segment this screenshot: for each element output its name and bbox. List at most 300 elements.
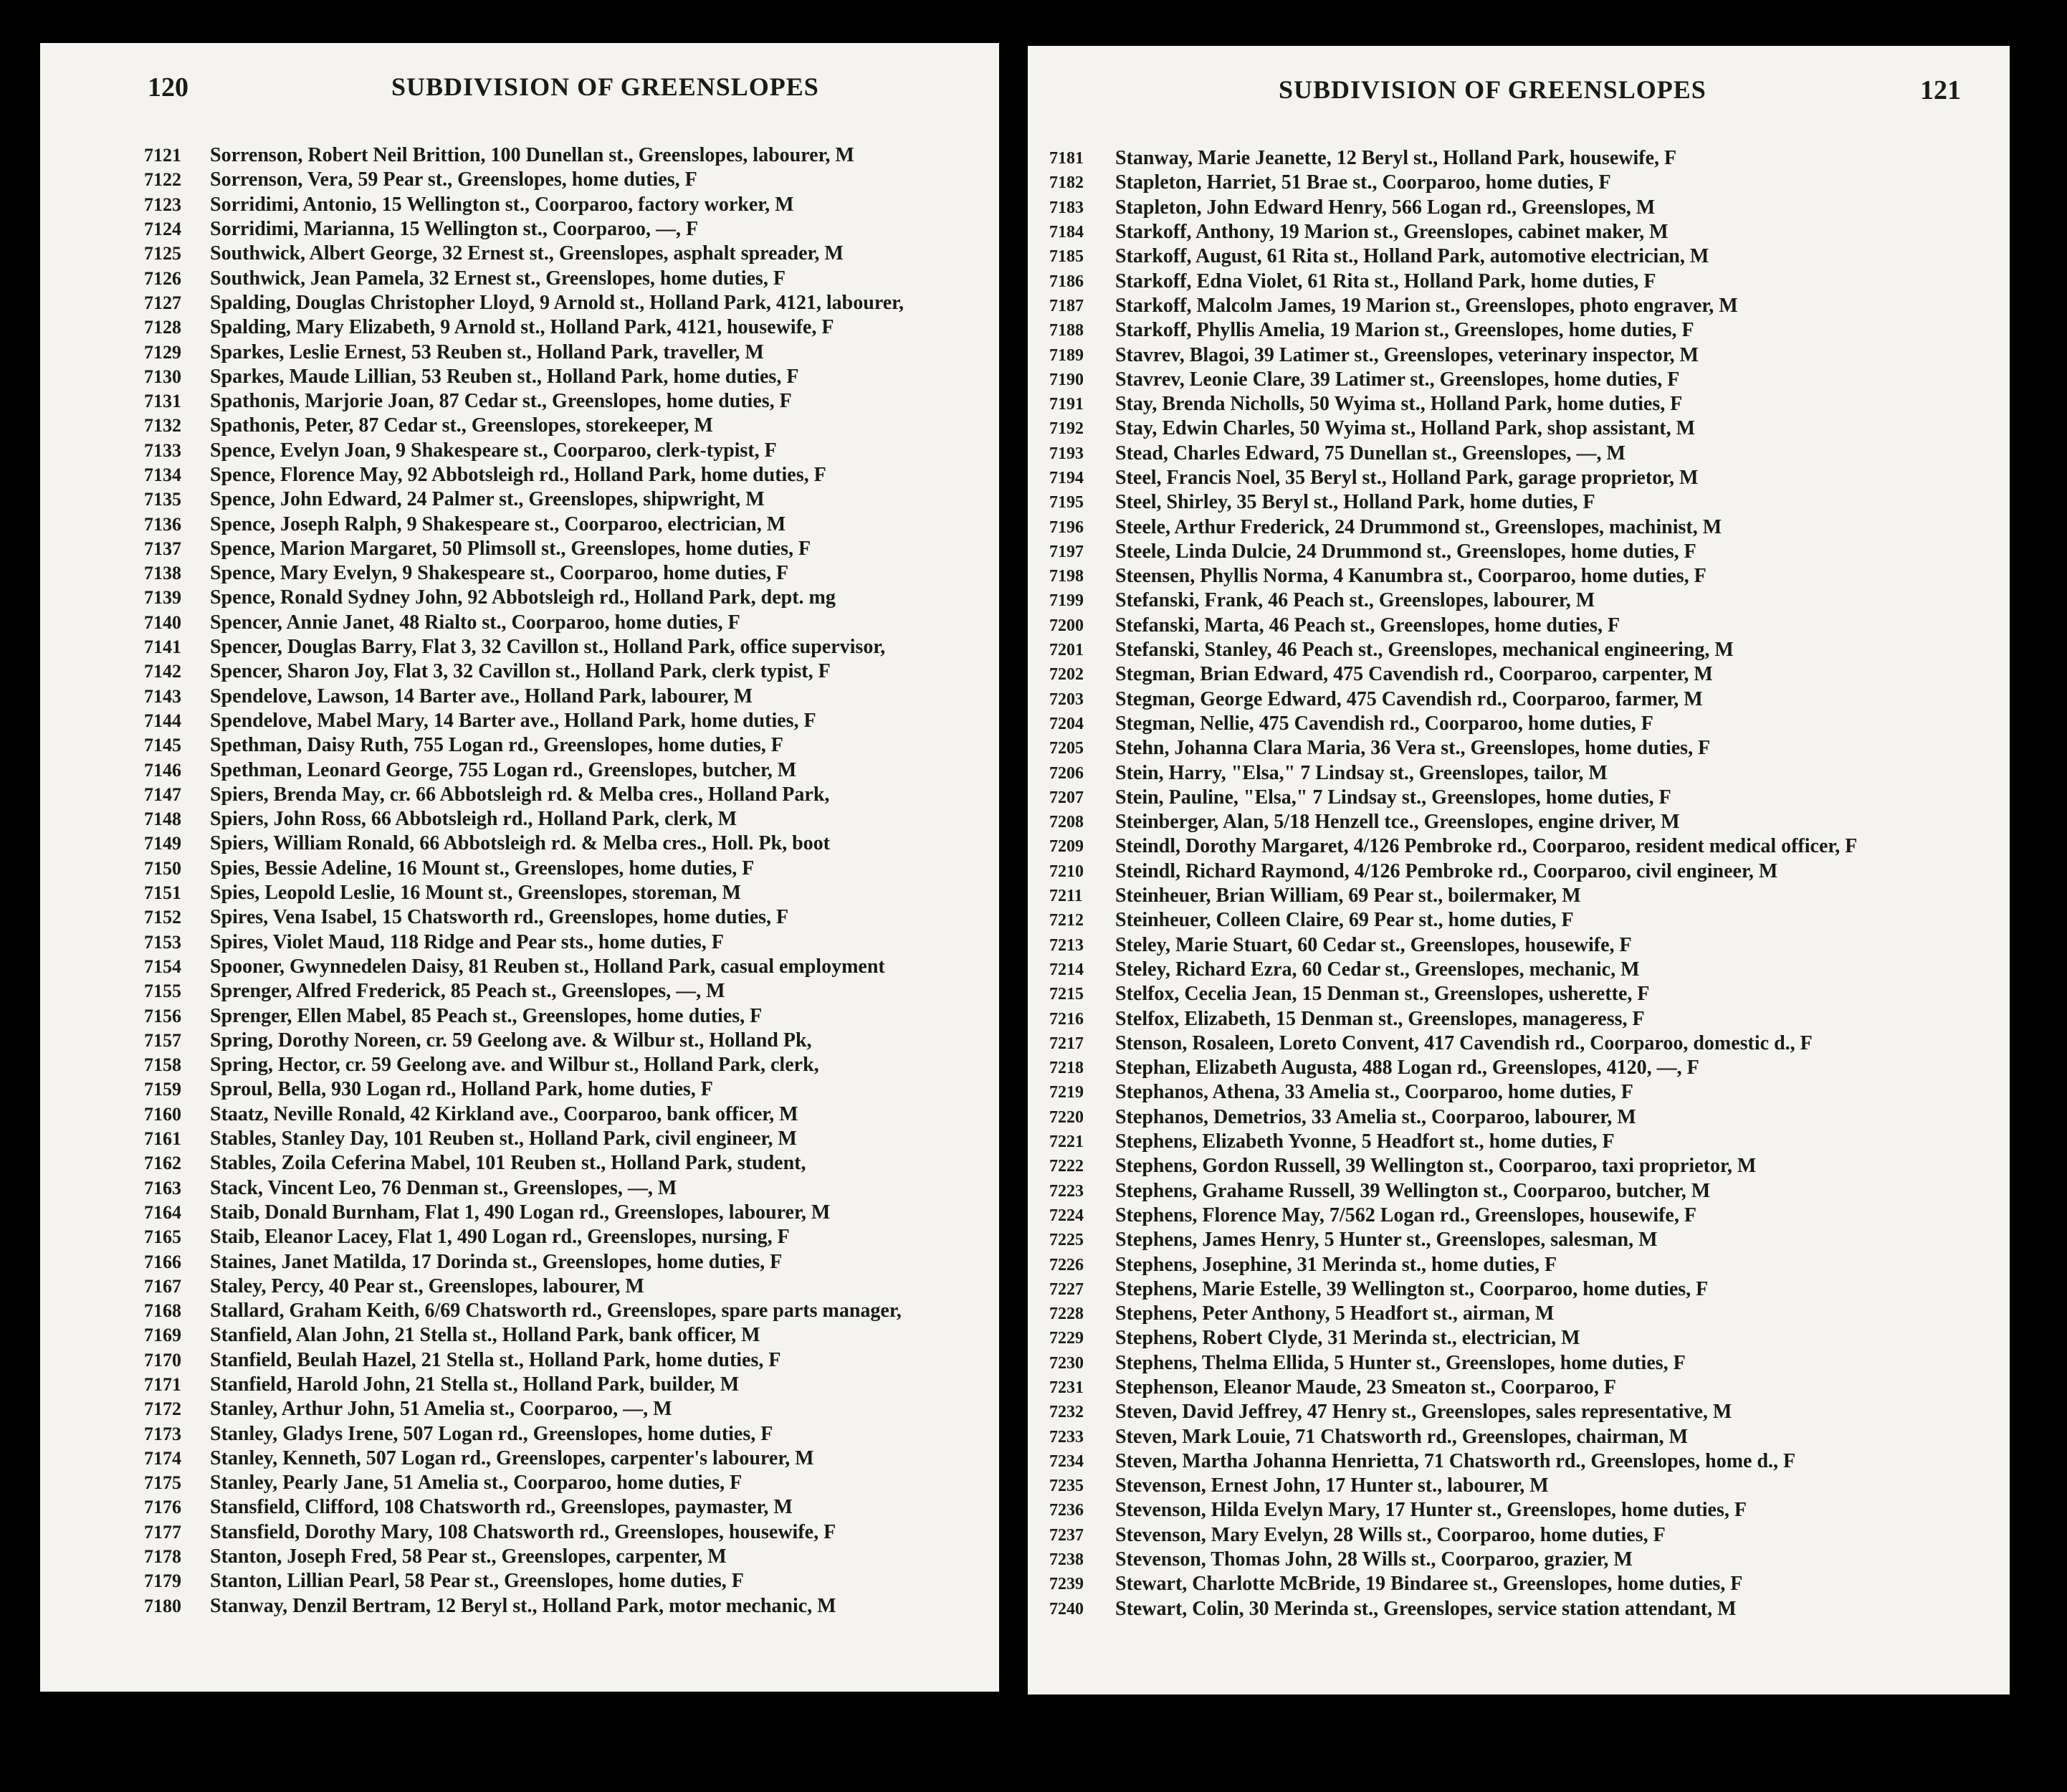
entry-number: 7195 <box>1049 493 1084 513</box>
roll-entry <box>1049 318 1995 343</box>
entry-text: Sorrenson, Vera, 59 Pear st., Greenslopes, home duties, F <box>210 168 697 191</box>
entry-number: 7129 <box>144 341 181 363</box>
entry-text: Staines, Janet Matilda, 17 Dorinda st., Greenslopes, home duties, F <box>210 1250 783 1273</box>
roll-entry <box>1049 1449 1995 1474</box>
roll-entry <box>1049 1376 1995 1400</box>
roll-entry <box>144 1569 999 1593</box>
entry-number: 7235 <box>1049 1477 1084 1496</box>
entry-number: 7132 <box>144 415 181 437</box>
roll-entry <box>144 439 999 463</box>
entry-text: Sparkes, Maude Lillian, 53 Reuben st., Holland Park, home duties, F <box>210 365 799 388</box>
roll-entry <box>1049 442 1995 466</box>
entry-text: Stephens, Gordon Russell, 39 Wellington st., Coorparoo, taxi proprietor, M <box>1115 1155 1757 1178</box>
entry-text: Spendelove, Mabel Mary, 14 Barter ave., Holland Park, home duties, F <box>210 709 816 732</box>
roll-entry <box>144 1545 999 1569</box>
roll-entry <box>1049 1056 1995 1080</box>
roll-entry <box>1049 1523 1995 1548</box>
roll-entry <box>1049 614 1995 638</box>
entry-text: Sparkes, Leslie Ernest, 53 Reuben st., Holland Park, traveller, M <box>210 340 764 363</box>
entry-text: Stefanski, Stanley, 46 Peach st., Greenslopes, mechanical engineering, M <box>1115 639 1734 662</box>
entry-text: Steven, Martha Johanna Henrietta, 71 Chatsworth rd., Greenslopes, home d., F <box>1115 1449 1796 1472</box>
entry-text: Stephanos, Athena, 33 Amelia st., Coorparoo, home duties, F <box>1115 1081 1633 1104</box>
entry-text: Stansfield, Dorothy Mary, 108 Chatsworth rd., Greenslopes, housewife, F <box>210 1520 836 1543</box>
entry-text: Steinheuer, Brian William, 69 Pear st., boilermaker, M <box>1115 885 1581 907</box>
entry-number: 7239 <box>1049 1575 1084 1594</box>
roll-entry <box>144 881 999 905</box>
entry-number: 7178 <box>144 1546 181 1568</box>
roll-entry <box>1049 1326 1995 1350</box>
entry-number: 7177 <box>144 1521 181 1543</box>
entry-number: 7149 <box>144 833 181 854</box>
entry-number: 7206 <box>1049 763 1084 783</box>
entry-number: 7180 <box>144 1595 181 1616</box>
entry-number: 7223 <box>1049 1181 1084 1201</box>
entry-text: Staib, Eleanor Lacey, Flat 1, 490 Logan rd., Greenslopes, nursing, F <box>210 1226 790 1249</box>
roll-entry <box>144 1201 999 1225</box>
entry-text: Sprenger, Alfred Frederick, 85 Peach st., Greenslopes, —, M <box>210 980 725 1003</box>
roll-entry <box>1049 933 1995 958</box>
roll-entry <box>144 1447 999 1471</box>
entry-number: 7221 <box>1049 1133 1084 1152</box>
entry-text: Stephens, Marie Estelle, 39 Wellington st., Coorparoo, home duties, F <box>1115 1277 1709 1300</box>
entry-text: Stanfield, Harold John, 21 Stella st., Holland Park, builder, M <box>210 1373 740 1396</box>
entry-text: Stapleton, Harriet, 51 Brae st., Coorparoo, home duties, F <box>1115 171 1611 194</box>
roll-entry <box>144 1323 999 1348</box>
entry-text: Staatz, Neville Ronald, 42 Kirkland ave., Coorparoo, bank officer, M <box>210 1102 798 1125</box>
roll-entry <box>144 1471 999 1495</box>
entry-number: 7123 <box>144 194 181 215</box>
entry-text: Steindl, Richard Raymond, 4/126 Pembroke rd., Coorparoo, civil engineer, M <box>1115 859 1778 882</box>
roll-entry <box>144 1397 999 1421</box>
entry-text: Stelfox, Cecelia Jean, 15 Denman st., Greenslopes, usherette, F <box>1115 983 1650 1006</box>
entry-text: Staley, Percy, 40 Pear st., Greenslopes, labourer, M <box>210 1274 644 1297</box>
roll-entry <box>144 291 999 315</box>
roll-entry <box>1049 908 1995 933</box>
entry-text: Spethman, Leonard George, 755 Logan rd., Greenslopes, butcher, M <box>210 758 797 781</box>
roll-entry <box>144 831 999 856</box>
page-number: 120 <box>148 72 188 103</box>
entry-number: 7122 <box>144 169 181 191</box>
roll-entry <box>144 1249 999 1274</box>
entry-number: 7183 <box>1049 198 1084 217</box>
entry-number: 7194 <box>1049 469 1084 487</box>
entry-text: Spencer, Annie Janet, 48 Rialto st., Coorparoo, home duties, F <box>210 611 740 634</box>
electoral-roll-list <box>1049 146 1995 1621</box>
roll-entry <box>1049 588 1995 613</box>
roll-entry <box>1049 466 1995 490</box>
roll-entry <box>1049 1351 1995 1376</box>
roll-entry <box>1049 786 1995 810</box>
roll-entry <box>1049 416 1995 441</box>
entry-number: 7240 <box>1049 1599 1084 1619</box>
entry-number: 7156 <box>144 1005 181 1026</box>
entry-number: 7159 <box>144 1079 181 1100</box>
entry-text: Sproul, Bella, 930 Logan rd., Holland Park, home duties, F <box>210 1078 713 1101</box>
entry-number: 7157 <box>144 1029 181 1051</box>
entry-text: Stephenson, Eleanor Maude, 23 Smeaton st., Coorparoo, F <box>1115 1376 1617 1398</box>
roll-entry <box>1049 564 1995 588</box>
entry-text: Stack, Vincent Leo, 76 Denman st., Greenslopes, —, M <box>210 1176 677 1199</box>
entry-number: 7224 <box>1049 1206 1084 1225</box>
entry-number: 7152 <box>144 907 181 928</box>
roll-entry <box>144 340 999 364</box>
entry-text: Stevenson, Hilda Evelyn Mary, 17 Hunter st., Greenslopes, home duties, F <box>1115 1499 1747 1522</box>
roll-entry <box>1049 1548 1995 1572</box>
entry-text: Spiers, John Ross, 66 Abbotsleigh rd., Holland Park, clerk, M <box>210 808 737 831</box>
entry-text: Stallard, Graham Keith, 6/69 Chatsworth rd., Greenslopes, spare parts manager, <box>210 1300 902 1322</box>
entry-number: 7173 <box>144 1423 181 1444</box>
entry-text: Stephanos, Demetrios, 33 Amelia st., Coorparoo, labourer, M <box>1115 1105 1636 1128</box>
entry-text: Steensen, Phyllis Norma, 4 Kanumbra st., Coorparoo, home duties, F <box>1115 565 1706 588</box>
entry-text: Stephens, Grahame Russell, 39 Wellington st., Coorparoo, butcher, M <box>1115 1179 1711 1202</box>
roll-entry <box>144 414 999 438</box>
roll-entry <box>1049 712 1995 736</box>
roll-entry <box>144 1373 999 1397</box>
entry-number: 7124 <box>144 219 181 240</box>
entry-text: Spring, Hector, cr. 59 Geelong ave. and Wilbur st., Holland Park, clerk, <box>210 1054 819 1077</box>
left-page <box>40 43 999 1692</box>
roll-entry <box>144 807 999 831</box>
entry-text: Spence, Florence May, 92 Abbotsleigh rd., Holland Park, home duties, F <box>210 464 826 486</box>
entry-text: Stanley, Arthur John, 51 Amelia st., Coorparoo, —, M <box>210 1398 672 1421</box>
roll-entry <box>1049 244 1995 269</box>
entry-text: Stephens, Josephine, 31 Merinda st., home duties, F <box>1115 1253 1557 1276</box>
entry-number: 7192 <box>1049 419 1084 439</box>
entry-text: Steel, Shirley, 35 Beryl st., Holland Park, home duties, F <box>1115 491 1595 514</box>
roll-entry <box>144 1225 999 1249</box>
roll-entry <box>1049 269 1995 293</box>
entry-number: 7150 <box>144 857 181 879</box>
entry-text: Spathonis, Peter, 87 Cedar st., Greenslopes, storekeeper, M <box>210 414 713 437</box>
entry-text: Steven, Mark Louie, 71 Chatsworth rd., Greenslopes, chairman, M <box>1115 1425 1688 1448</box>
electoral-roll-list <box>144 143 999 1619</box>
entry-number: 7164 <box>144 1201 181 1223</box>
entry-text: Stanley, Gladys Irene, 507 Logan rd., Greenslopes, home duties, F <box>210 1422 773 1445</box>
entry-text: Starkoff, Edna Violet, 61 Rita st., Holland Park, home duties, F <box>1115 270 1656 292</box>
entry-text: Stables, Stanley Day, 101 Reuben st., Holland Park, civil engineer, M <box>210 1128 797 1150</box>
roll-entry <box>1049 1597 1995 1621</box>
entry-number: 7171 <box>144 1373 181 1395</box>
roll-entry <box>144 193 999 217</box>
entry-text: Stevenson, Ernest John, 17 Hunter st., labourer, M <box>1115 1474 1549 1497</box>
entry-text: Stelfox, Elizabeth, 15 Denman st., Greenslopes, manageress, F <box>1115 1007 1645 1030</box>
roll-entry <box>144 242 999 266</box>
entry-number: 7205 <box>1049 739 1084 758</box>
entry-number: 7202 <box>1049 665 1084 685</box>
roll-entry <box>1049 1080 1995 1105</box>
roll-entry <box>1049 490 1995 515</box>
roll-entry <box>144 1299 999 1323</box>
entry-number: 7139 <box>144 587 181 609</box>
entry-number: 7233 <box>1049 1427 1084 1447</box>
running-head: SUBDIVISION OF GREENSLOPES <box>1279 75 1706 104</box>
entry-number: 7197 <box>1049 542 1084 561</box>
roll-entry <box>1049 1252 1995 1277</box>
entry-text: Stead, Charles Edward, 75 Dunellan st., Greenslopes, —, M <box>1115 442 1626 464</box>
entry-number: 7189 <box>1049 345 1084 365</box>
roll-entry <box>1049 368 1995 392</box>
entry-text: Stay, Brenda Nicholls, 50 Wyima st., Holland Park, home duties, F <box>1115 393 1683 416</box>
roll-entry <box>1049 982 1995 1006</box>
entry-number: 7138 <box>144 563 181 584</box>
roll-entry <box>1049 1178 1995 1203</box>
roll-entry <box>144 635 999 659</box>
entry-number: 7227 <box>1049 1279 1084 1299</box>
entry-number: 7133 <box>144 439 181 461</box>
entry-text: Stehn, Johanna Clara Maria, 36 Vera st., Greenslopes, home duties, F <box>1115 737 1711 760</box>
entry-number: 7222 <box>1049 1157 1084 1176</box>
roll-entry <box>144 1348 999 1373</box>
roll-entry <box>144 1274 999 1299</box>
roll-entry <box>1049 1154 1995 1178</box>
entry-number: 7232 <box>1049 1403 1084 1422</box>
roll-entry <box>144 905 999 930</box>
entry-text: Spiers, William Ronald, 66 Abbotsleigh rd. & Melba cres., Holl. Pk, boot <box>210 832 830 855</box>
entry-number: 7162 <box>144 1153 181 1174</box>
entry-number: 7184 <box>1049 223 1084 242</box>
roll-entry <box>1049 662 1995 687</box>
roll-entry <box>1049 515 1995 539</box>
entry-number: 7168 <box>144 1300 181 1322</box>
entry-text: Stephan, Elizabeth Augusta, 488 Logan rd., Greenslopes, 4120, —, F <box>1115 1057 1699 1080</box>
roll-entry <box>1049 146 1995 171</box>
entry-number: 7188 <box>1049 321 1084 340</box>
entry-text: Stein, Harry, "Elsa," 7 Lindsay st., Greenslopes, tailor, M <box>1115 761 1608 784</box>
entry-text: Stevenson, Mary Evelyn, 28 Wills st., Coorparoo, home duties, F <box>1115 1523 1666 1546</box>
entry-number: 7145 <box>144 735 181 756</box>
entry-number: 7154 <box>144 955 181 977</box>
entry-number: 7181 <box>1049 149 1084 168</box>
entry-number: 7158 <box>144 1054 181 1076</box>
roll-entry <box>144 659 999 684</box>
entry-text: Stanley, Pearly Jane, 51 Amelia st., Coorparoo, home duties, F <box>210 1472 743 1495</box>
roll-entry <box>1049 834 1995 859</box>
entry-text: Stein, Pauline, "Elsa," 7 Lindsay st., Greenslopes, home duties, F <box>1115 786 1671 809</box>
entry-text: Spooner, Gwynnedelen Daisy, 81 Reuben st., Holland Park, casual employment <box>210 955 885 978</box>
roll-entry <box>1049 958 1995 982</box>
roll-entry <box>1049 1302 1995 1326</box>
entry-text: Stavrev, Blagoi, 39 Latimer st., Greenslopes, veterinary inspector, M <box>1115 343 1699 366</box>
entry-text: Stevenson, Thomas John, 28 Wills st., Coorparoo, grazier, M <box>1115 1548 1633 1571</box>
entry-text: Spires, Violet Maud, 118 Ridge and Pear sts., home duties, F <box>210 930 724 953</box>
roll-entry <box>144 266 999 290</box>
roll-entry <box>1049 540 1995 564</box>
entry-text: Sprenger, Ellen Mabel, 85 Peach st., Greenslopes, home duties, F <box>210 1004 763 1027</box>
entry-text: Southwick, Jean Pamela, 32 Ernest st., Greenslopes, home duties, F <box>210 267 786 290</box>
entry-number: 7210 <box>1049 862 1084 881</box>
entry-number: 7230 <box>1049 1353 1084 1373</box>
entry-text: Starkoff, Malcolm James, 19 Marion st., Greenslopes, photo engraver, M <box>1115 294 1738 317</box>
entry-number: 7169 <box>144 1325 181 1346</box>
entry-number: 7196 <box>1049 518 1084 537</box>
entry-number: 7160 <box>144 1103 181 1125</box>
entry-text: Stanfield, Alan John, 21 Stella st., Holland Park, bank officer, M <box>210 1324 760 1347</box>
entry-number: 7229 <box>1049 1329 1084 1348</box>
entry-text: Steley, Richard Ezra, 60 Cedar st., Greenslopes, mechanic, M <box>1115 958 1640 981</box>
roll-entry <box>1049 638 1995 662</box>
entry-number: 7151 <box>144 882 181 904</box>
entry-number: 7211 <box>1049 887 1083 906</box>
roll-entry <box>144 857 999 881</box>
entry-text: Stavrev, Leonie Clare, 39 Latimer st., Greenslopes, home duties, F <box>1115 368 1680 391</box>
roll-entry <box>144 389 999 414</box>
roll-entry <box>144 586 999 610</box>
entry-text: Stables, Zoila Ceferina Mabel, 101 Reuben st., Holland Park, student, <box>210 1152 806 1175</box>
entry-number: 7167 <box>144 1275 181 1297</box>
entry-number: 7161 <box>144 1128 181 1150</box>
entry-text: Starkoff, August, 61 Rita st., Holland Park, automotive electrician, M <box>1115 245 1709 268</box>
entry-number: 7207 <box>1049 788 1084 807</box>
roll-entry <box>1049 343 1995 367</box>
entry-number: 7163 <box>144 1177 181 1198</box>
roll-entry <box>144 315 999 340</box>
entry-text: Stansfield, Clifford, 108 Chatsworth rd., Greenslopes, paymaster, M <box>210 1496 793 1519</box>
roll-entry <box>144 217 999 242</box>
entry-number: 7234 <box>1049 1452 1084 1471</box>
entry-number: 7182 <box>1049 173 1084 193</box>
entry-number: 7226 <box>1049 1255 1084 1274</box>
roll-entry <box>144 143 999 168</box>
entry-text: Spence, Evelyn Joan, 9 Shakespeare st., Coorparoo, clerk-typist, F <box>210 439 777 462</box>
roll-entry <box>144 1077 999 1102</box>
entry-number: 7179 <box>144 1571 181 1592</box>
entry-text: Stefanski, Frank, 46 Peach st., Greenslopes, labourer, M <box>1115 589 1595 612</box>
roll-entry <box>1049 1474 1995 1498</box>
entry-number: 7190 <box>1049 370 1084 389</box>
roll-entry <box>1049 392 1995 416</box>
entry-text: Spethman, Daisy Ruth, 755 Logan rd., Greenslopes, home duties, F <box>210 734 783 757</box>
entry-text: Spencer, Sharon Joy, Flat 3, 32 Cavillon st., Holland Park, clerk typist, F <box>210 660 831 683</box>
entry-text: Sorridimi, Marianna, 15 Wellington st., Coorparoo, —, F <box>210 218 699 241</box>
roll-entry <box>144 1151 999 1176</box>
entry-text: Spence, John Edward, 24 Palmer st., Greenslopes, shipwright, M <box>210 488 765 511</box>
entry-number: 7146 <box>144 759 181 781</box>
roll-entry <box>1049 1498 1995 1522</box>
entry-number: 7238 <box>1049 1550 1084 1570</box>
roll-entry <box>144 1004 999 1028</box>
entry-number: 7121 <box>144 145 181 166</box>
entry-text: Stegman, Nellie, 475 Cavendish rd., Coorparoo, home duties, F <box>1115 712 1653 735</box>
entry-number: 7200 <box>1049 616 1084 635</box>
entry-number: 7212 <box>1049 911 1084 930</box>
entry-number: 7128 <box>144 317 181 338</box>
entry-number: 7201 <box>1049 641 1084 660</box>
entry-number: 7143 <box>144 685 181 707</box>
roll-entry <box>1049 171 1995 195</box>
entry-text: Stanway, Marie Jeanette, 12 Beryl st., Holland Park, housewife, F <box>1115 147 1677 170</box>
roll-entry <box>144 487 999 512</box>
entry-number: 7203 <box>1049 690 1084 709</box>
roll-entry <box>1049 1204 1995 1228</box>
entry-text: Spendelove, Lawson, 14 Barter ave., Holland Park, labourer, M <box>210 685 753 707</box>
entry-number: 7148 <box>144 809 181 830</box>
roll-entry <box>1049 810 1995 834</box>
entry-text: Steinheuer, Colleen Claire, 69 Pear st., home duties, F <box>1115 909 1574 932</box>
entry-number: 7228 <box>1049 1305 1084 1324</box>
roll-entry <box>144 1102 999 1127</box>
roll-entry <box>1049 859 1995 884</box>
entry-number: 7193 <box>1049 444 1084 463</box>
entry-text: Steele, Linda Dulcie, 24 Drummond st., Greenslopes, home duties, F <box>1115 540 1696 563</box>
left-page-header <box>40 72 999 122</box>
entry-text: Starkoff, Anthony, 19 Marion st., Greenslopes, cabinet maker, M <box>1115 221 1669 244</box>
entry-number: 7204 <box>1049 714 1084 733</box>
roll-entry <box>144 930 999 955</box>
roll-entry <box>144 783 999 807</box>
entry-number: 7225 <box>1049 1231 1084 1250</box>
entry-number: 7237 <box>1049 1525 1084 1545</box>
entry-number: 7134 <box>144 464 181 485</box>
entry-text: Starkoff, Phyllis Amelia, 19 Marion st., Greenslopes, home duties, F <box>1115 319 1694 342</box>
entry-number: 7209 <box>1049 837 1084 857</box>
roll-entry <box>144 955 999 979</box>
entry-text: Stephens, James Henry, 5 Hunter st., Greenslopes, salesman, M <box>1115 1229 1658 1252</box>
entry-number: 7217 <box>1049 1034 1084 1053</box>
roll-entry <box>1049 884 1995 908</box>
running-head: SUBDIVISION OF GREENSLOPES <box>391 72 819 101</box>
entry-number: 7155 <box>144 981 181 1002</box>
roll-entry <box>144 1495 999 1520</box>
entry-number: 7141 <box>144 637 181 658</box>
roll-entry <box>144 685 999 709</box>
entry-text: Stenson, Rosaleen, Loreto Convent, 417 Cavendish rd., Coorparoo, domestic d., F <box>1115 1031 1813 1054</box>
entry-number: 7140 <box>144 611 181 633</box>
entry-text: Stanley, Kenneth, 507 Logan rd., Greenslopes, carpenter's labourer, M <box>210 1447 814 1469</box>
roll-entry <box>144 1176 999 1200</box>
entry-text: Stephens, Elizabeth Yvonne, 5 Headfort st., home duties, F <box>1115 1130 1615 1153</box>
entry-number: 7215 <box>1049 985 1084 1004</box>
entry-text: Stephens, Thelma Ellida, 5 Hunter st., Greenslopes, home duties, F <box>1115 1351 1686 1374</box>
entry-text: Stanway, Denzil Bertram, 12 Beryl st., Holland Park, motor mechanic, M <box>210 1594 836 1617</box>
entry-number: 7214 <box>1049 960 1084 979</box>
entry-text: Steven, David Jeffrey, 47 Henry st., Greenslopes, sales representative, M <box>1115 1401 1732 1424</box>
roll-entry <box>1049 294 1995 318</box>
roll-entry <box>1049 1572 1995 1596</box>
roll-entry <box>144 709 999 733</box>
entry-text: Staib, Donald Burnham, Flat 1, 490 Logan rd., Greenslopes, labourer, M <box>210 1201 831 1224</box>
entry-text: Stegman, George Edward, 475 Cavendish rd., Coorparoo, farmer, M <box>1115 687 1703 710</box>
page-number: 121 <box>1920 75 1961 105</box>
entry-text: Spalding, Douglas Christopher Lloyd, 9 Arnold st., Holland Park, 4121, labourer, <box>210 291 904 314</box>
entry-text: Spies, Bessie Adeline, 16 Mount st., Greenslopes, home duties, F <box>210 857 755 880</box>
entry-text: Spence, Joseph Ralph, 9 Shakespeare st., Coorparoo, electrician, M <box>210 513 786 535</box>
entry-text: Steel, Francis Noel, 35 Beryl st., Holland Park, garage proprietor, M <box>1115 467 1699 489</box>
entry-number: 7136 <box>144 513 181 535</box>
roll-entry <box>144 733 999 758</box>
entry-text: Spence, Marion Margaret, 50 Plimsoll st., Greenslopes, home duties, F <box>210 537 811 560</box>
entry-number: 7213 <box>1049 935 1084 955</box>
entry-number: 7137 <box>144 538 181 559</box>
entry-number: 7172 <box>144 1398 181 1420</box>
entry-number: 7170 <box>144 1349 181 1371</box>
entry-text: Spencer, Douglas Barry, Flat 3, 32 Cavillon st., Holland Park, office supervisor, <box>210 636 886 659</box>
entry-text: Spiers, Brenda May, cr. 66 Abbotsleigh rd. & Melba cres., Holland Park, <box>210 783 830 806</box>
entry-text: Stewart, Colin, 30 Merinda st., Greenslopes, service station attendant, M <box>1115 1597 1737 1620</box>
entry-text: Steele, Arthur Frederick, 24 Drummond st., Greenslopes, machinist, M <box>1115 515 1722 538</box>
right-page <box>1028 46 2010 1695</box>
entry-number: 7144 <box>144 710 181 731</box>
roll-entry <box>144 979 999 1004</box>
entry-text: Stephens, Peter Anthony, 5 Headfort st., airman, M <box>1115 1302 1555 1325</box>
roll-entry <box>1049 736 1995 761</box>
entry-number: 7208 <box>1049 813 1084 832</box>
entry-text: Stanton, Lillian Pearl, 58 Pear st., Greenslopes, home duties, F <box>210 1570 744 1593</box>
entry-number: 7127 <box>144 292 181 313</box>
entry-number: 7198 <box>1049 567 1084 586</box>
roll-entry <box>144 168 999 192</box>
roll-entry <box>1049 1400 1995 1424</box>
entry-number: 7131 <box>144 391 181 412</box>
